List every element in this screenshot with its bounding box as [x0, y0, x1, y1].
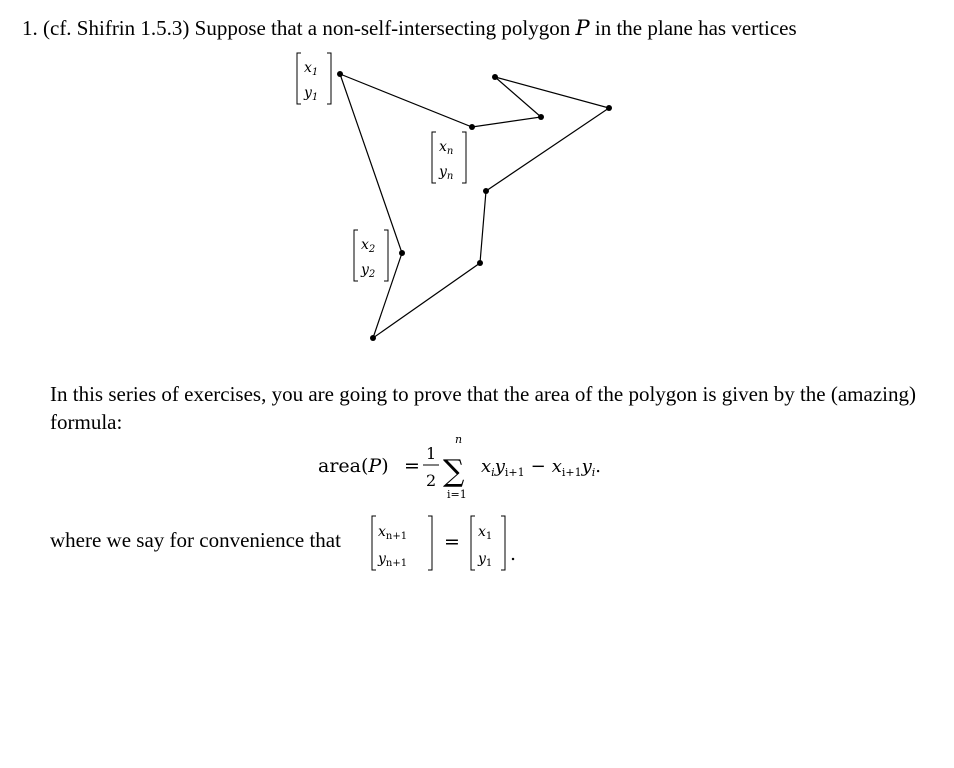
label-vn-x: $x_n$	[439, 139, 454, 157]
formula-lhs: area(P)	[318, 455, 389, 477]
label-v1-x: $x_1$	[304, 60, 319, 78]
conv-right-y: $y_1$	[478, 551, 493, 569]
vertex-5	[483, 188, 489, 194]
vertex-3	[370, 335, 376, 341]
formula-summand: $x_iy_{i+1} - x_{i+1}y_i$.	[481, 456, 602, 479]
formula-equals: =	[404, 455, 420, 477]
vertex-8	[538, 114, 544, 120]
formula-frac-num: 1	[426, 444, 437, 463]
conv-left-x: $x_{n+1}$	[378, 524, 408, 542]
area-formula	[318, 433, 601, 501]
label-v2-x: $x_2$	[361, 237, 376, 255]
label-v1-y: $y_1$	[304, 85, 319, 103]
problem-number: 1.	[22, 16, 38, 40]
formula-sum-lower: i=1	[447, 488, 467, 501]
label-vn-y: $y_n$	[439, 164, 454, 182]
polygon-vertices	[337, 71, 612, 341]
formula-sum-upper: n	[455, 433, 463, 446]
formula-frac-den: 2	[426, 471, 437, 490]
problem-text-after: in the plane has vertices	[594, 16, 797, 40]
label-v2-y: $y_2$	[361, 262, 376, 280]
convention-text: where we say for convenience that	[50, 528, 341, 552]
vertex-1	[337, 71, 343, 77]
vertex-6	[606, 105, 612, 111]
conv-right-x: $x_1$	[478, 524, 493, 542]
vertex-n	[469, 124, 475, 130]
vertex-4	[477, 260, 483, 266]
problem-text-before: (cf. Shifrin 1.5.3) Suppose that a non-self-intersecting polygon	[43, 16, 571, 40]
polygon-outline	[340, 74, 609, 338]
conv-equals: =	[444, 531, 460, 553]
formula-sum-sigma: ∑	[443, 454, 465, 489]
polygon-symbol: P	[575, 16, 590, 40]
intro-paragraph: In this series of exercises, you are going to prove that the area of the polygon is given by the (amazing) formula:	[50, 382, 916, 434]
conv-period: .	[510, 543, 517, 565]
vertex-7	[492, 74, 498, 80]
vertex-2	[399, 250, 405, 256]
conv-left-y: $y_{n+1}$	[378, 551, 408, 569]
